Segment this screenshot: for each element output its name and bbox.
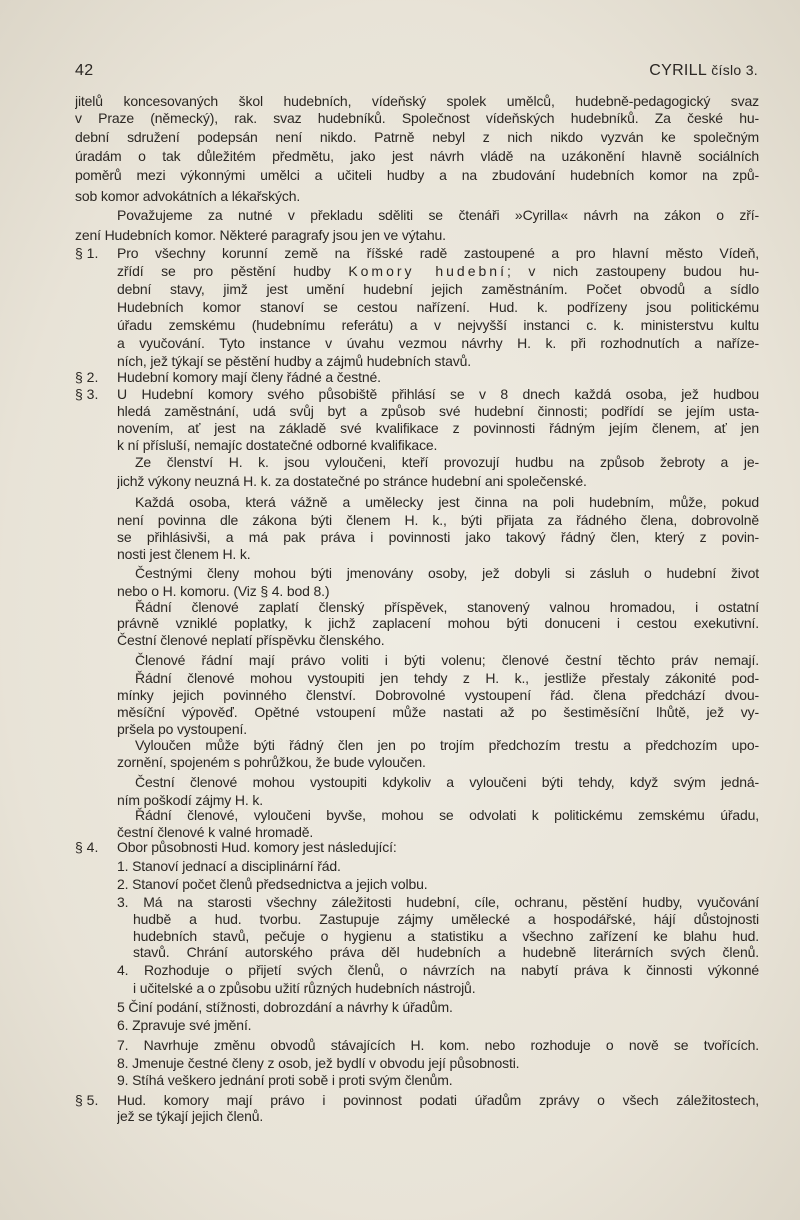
text-line: úřadu zemskému (hudebnímu referátu) a v nejvyšší instanci c. k. ministerstvu kultu: [117, 317, 759, 333]
text-line: hledá zaměstnání, udá svůj byt a způsob své hudební činnosti; podřídí se jejím usta-: [117, 403, 759, 419]
text-line: mínky jejich povinného členství. Dobrovolné vystoupení řád. člena předchází dvou-: [117, 687, 759, 703]
spaced-emphasis: Komory hudební: [348, 263, 507, 279]
text-line: dební sdružení podepsán není nikdo. Patrně nebyl z nich nikdo vyzván ke společným: [75, 129, 759, 145]
section-number: § 2.: [75, 369, 99, 385]
text-line: stavů. Chrání autorského práva děl hudebních a hudebně literárních svých členů.: [133, 944, 759, 960]
text-line: Hud. komory mají právo i povinnost podati úřadům zprávy o všech záležitostech,: [117, 1092, 759, 1108]
text-line: ním poškodí zájmy H. k.: [117, 792, 263, 808]
text-line: 6. Zpravuje své jmění.: [117, 1017, 252, 1033]
text-line: nosti jest členem H. k.: [117, 546, 251, 562]
text-line: jichž výkony neuzná H. k. za dostatečné po stránce hudební ani společenské.: [117, 473, 587, 489]
text-line: Hudební komory mají členy řádné a čestné.: [117, 369, 381, 385]
text-line: Vyloučen může býti řádný člen jen po trojím předchozím trestu a předchozím upo-: [135, 737, 759, 753]
text-line: U Hudební komory svého působiště přihlásí se v 8 dnech každá osoba, jež hudbou: [117, 386, 759, 402]
issue-number: číslo 3.: [711, 62, 758, 78]
text-line: Každá osoba, která vážně a umělecky jest činna na poli hudebním, může, pokud: [135, 494, 759, 510]
text-line: hudebních stavů, pečuje o hygienu a statistiku a všechno zařízení ke blahu hud.: [133, 928, 759, 944]
text-line: Řádní členové zaplatí členský příspěvek, stanovený valnou hromadou, i ostatní: [135, 599, 759, 615]
text-line: 9. Stíhá veškero jednání proti sobě i proti svým členům.: [117, 1072, 453, 1088]
text-fragment: zřídí se pro pěstění hudby: [117, 263, 349, 279]
text-line: úradám o tak důležitém předmětu, jako jest návrh vládě na uzákonění hlavně sociálních: [75, 148, 759, 164]
text-line: Ze členství H. k. jsou vyloučeni, kteří provozují hudbu na způsob žebroty a je-: [135, 454, 759, 470]
text-line: ních, jež týkají se pěstění hudby a zájmů hudebních stavů.: [117, 353, 471, 369]
text-line: sob komor advokátních a lékařských.: [75, 188, 301, 204]
text-line: Pro všechny korunní země na říšské radě zastoupené a pro hlavní město Vídeň,: [117, 245, 759, 261]
text-line: 1. Stanoví jednací a disciplinární řád.: [117, 858, 341, 874]
text-line: Hudebních komor stanoví se cestou nařízení. Hud. k. podřízeny jsou politickému: [117, 299, 759, 315]
text-line: jitelů koncesovaných škol hudebních, vídeňský spolek umělců, hudebně-pedagogický svaz: [75, 93, 759, 109]
text-line: není povinna dle zákona býti členem H. k., býti přijata za řádného člena, dobrovolně: [117, 512, 759, 528]
text-line: měsíční výpověď. Opětné vstoupení může nastati až po šestiměsíční lhůtě, jež vy-: [117, 704, 759, 720]
text-line: Čestní členové mohou vystoupiti kdykoliv a vyloučeni býti tehdy, když svým jedná-: [135, 774, 759, 790]
text-line: 5 Činí podání, stížnosti, dobrozdání a návrhy k úřadům.: [117, 999, 453, 1015]
text-line: se přihlásivši, a má pak práva i povinnosti jako takový řádný člen, který z povin-: [117, 529, 759, 545]
text-line: 8. Jmenuje čestné členy z osob, jež bydlí v obvodu její působnosti.: [117, 1055, 520, 1071]
text-line: 7. Navrhuje změnu obvodů stávajících H. kom. nebo rozhoduje o nově se tvořících.: [117, 1037, 759, 1053]
text-fragment: ; v nich zastoupeny budou hu-: [506, 263, 759, 279]
text-line: pršela po vystoupení.: [117, 721, 247, 737]
text-line: v Praze (německý), rak. svaz hudebníků. Společnost vídeňských hudebníků. Za české hu-: [75, 110, 759, 126]
text-line: zornění, spojeném s pohrůžkou, že bude vyloučen.: [117, 754, 426, 770]
section-number: § 5.: [75, 1092, 99, 1108]
text-line: nebo o H. komoru. (Viz § 4. bod 8.): [117, 583, 330, 599]
text-line: novením, ať jest na základě své kvalifikace z povinnosti řádným jejím členem, ať jen: [117, 420, 759, 436]
text-line: právně vzniklé poplatky, k jichž zaplacení mohou býti donuceni i cestou exekutivní.: [117, 615, 759, 631]
text-line: zení Hudebních komor. Některé paragrafy jsou jen ve výtahu.: [75, 227, 446, 243]
text-line: Řádní členové, vyloučeni byvše, mohou se odvolati k politickému zemskému úřadu,: [135, 807, 759, 823]
text-line: a vyučování. Tyto instance v úvahu vezmou návrhy H. k. při rozhodnutích a naříze-: [117, 335, 759, 351]
text-line: i učitelské a o způsobu užití různých hudebních nástrojů.: [133, 980, 476, 996]
running-title: [649, 62, 758, 80]
text-line: 2. Stanoví počet členů předsednictva a jejich volbu.: [117, 876, 428, 892]
section-number: § 3.: [75, 386, 99, 402]
text-line: Obor působnosti Hud. komory jest následující:: [117, 839, 397, 855]
text-line: Čestní členové neplatí příspěvku členského.: [117, 632, 385, 648]
text-line: Členové řádní mají právo voliti i býti volenu; členové čestní těchto práv nemají.: [135, 652, 759, 668]
journal-name: CYRILL: [649, 62, 707, 79]
section-number: § 1.: [75, 245, 99, 261]
text-line: dební stavy, jimž jest umění hudební jejich zaměstnáním. Počet obvodů a sídlo: [117, 281, 759, 297]
text-line: Čestnými členy mohou býti jmenovány osoby, jež dobyli si zásluh o hudební život: [135, 565, 759, 581]
text-line: Řádní členové mohou vystoupiti jen tehdy z H. k., jestliže přestaly zákonité pod-: [135, 670, 759, 686]
text-line: [117, 262, 759, 280]
text-line: 3. Má na starosti všechny záležitosti hudební, cíle, ochranu, pěstění hudby, vyučování: [117, 894, 759, 910]
section-number: § 4.: [75, 839, 99, 855]
text-line: čestní členové k valné hromadě.: [117, 824, 314, 840]
text-line: Považujeme za nutné v překladu sděliti se čtenáři »Cyrilla« návrh na zákon o zří-: [117, 207, 759, 223]
text-line: hudbě a hud. tvorbu. Zastupuje zájmy umělecké a hospodářské, hájí důstojnosti: [133, 911, 759, 927]
page-number: 42: [75, 62, 94, 79]
text-line: jež se týkají jejich členů.: [117, 1108, 264, 1124]
text-line: 4. Rozhoduje o přijetí svých členů, o návrzích na nabytí práva k činnosti výkonné: [117, 962, 759, 978]
text-line: k ní přísluší, nemajíc dostatečné odborné kvalifikace.: [117, 437, 438, 453]
text-line: poměrů mezi výkonnými umělci a učiteli hudby a na zbudování hudebních komor na způ-: [75, 167, 759, 183]
